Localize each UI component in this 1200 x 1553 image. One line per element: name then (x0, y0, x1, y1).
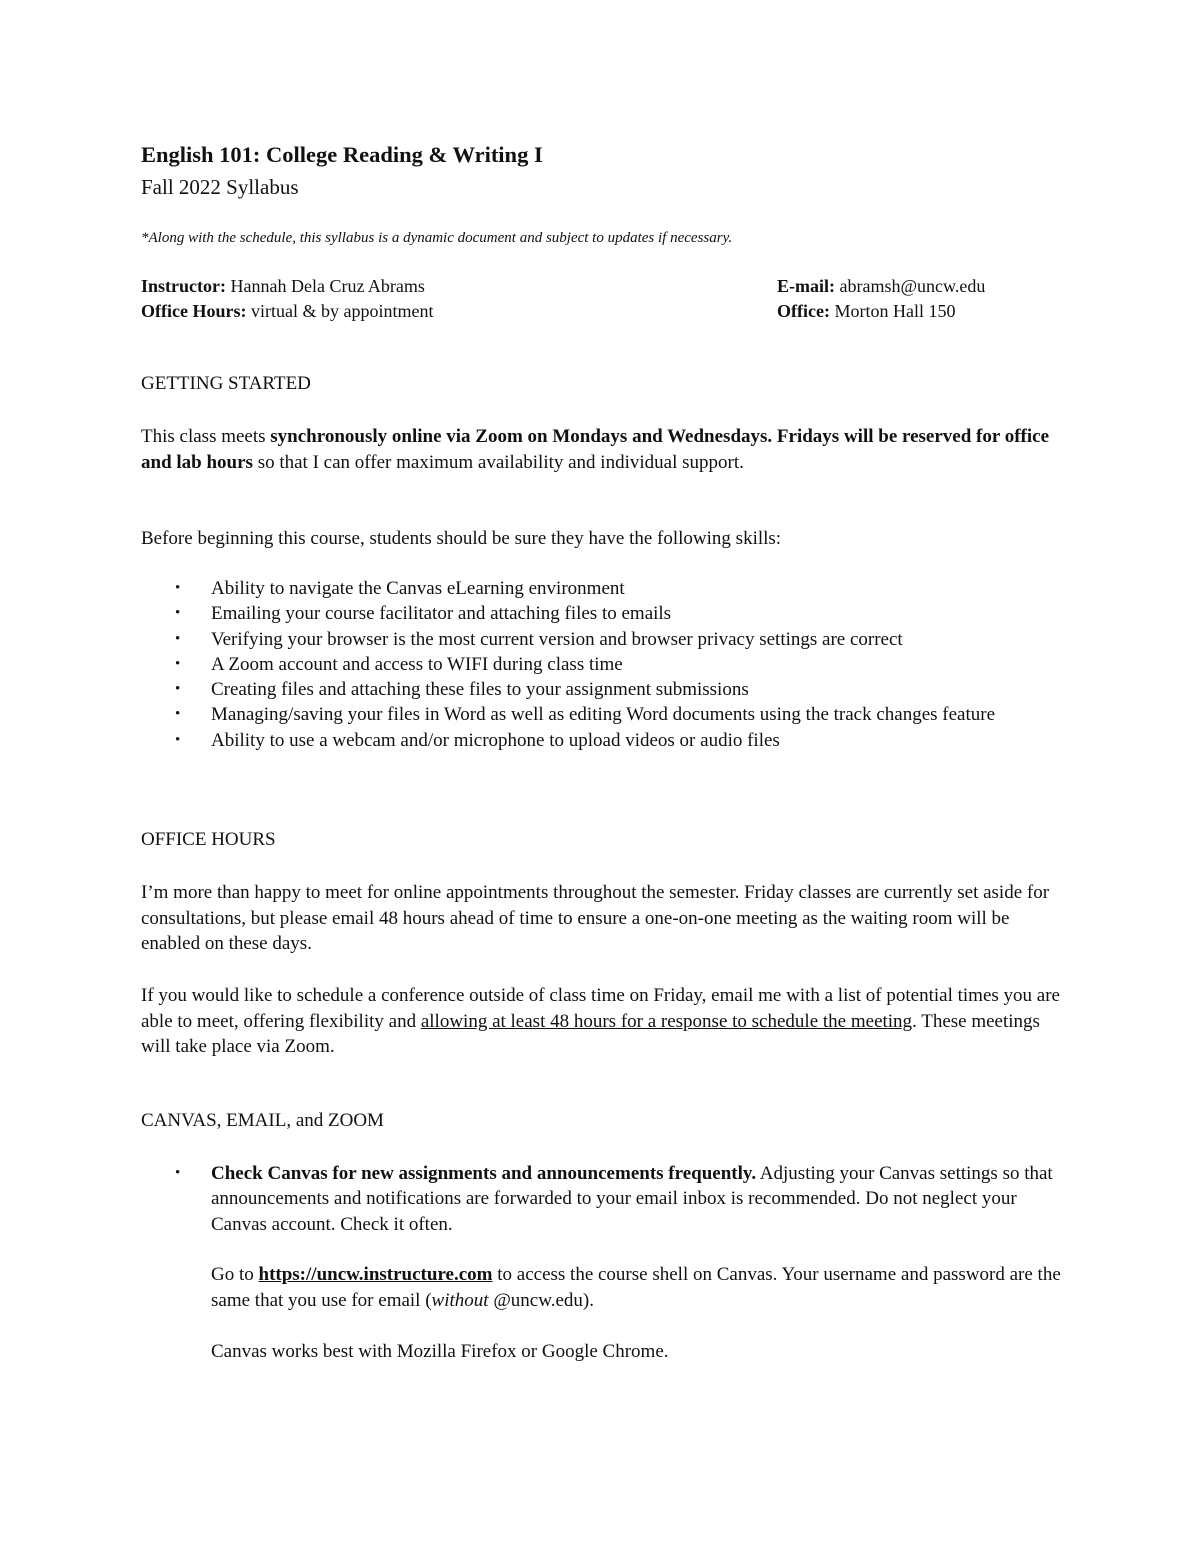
canvas-access-paragraph (211, 1262, 1061, 1313)
skills-intro: Before beginning this course, students should be sure they have the following skills: (141, 528, 782, 549)
bullet-icon: • (175, 655, 181, 672)
heading-office-hours: OFFICE HOURS (141, 829, 276, 850)
canvas-browser-paragraph: Canvas works best with Mozilla Firefox or Google Chrome. (211, 1341, 669, 1362)
bullet-icon: • (175, 1165, 181, 1181)
office-hours-value: virtual & by appointment (246, 301, 434, 321)
class-meeting-text: This class meets (141, 426, 271, 447)
instructor-label: Instructor: (141, 276, 226, 296)
heading-canvas-email-zoom: CANVAS, EMAIL, and ZOOM (141, 1110, 384, 1131)
office-line (777, 301, 955, 322)
office-hours-label: Office Hours: (141, 301, 247, 321)
skill-text: Creating files and attaching these files to your assignment submissions (211, 679, 749, 701)
class-meeting-bold: synchronously online via Zoom on Mondays and Wednesdays. Fridays will be reserved for office and lab hours (141, 426, 1050, 473)
conference-underlined: allowing at least 48 hours for a response to schedule the meeting (420, 1010, 913, 1032)
bullet-icon: • (175, 630, 181, 647)
list-item (141, 576, 1061, 601)
list-item (141, 728, 1061, 753)
list-item (141, 627, 1061, 652)
email-value: abramsh@uncw.edu (835, 276, 986, 296)
skill-text: Emailing your course facilitator and attaching files to emails (211, 603, 672, 625)
canvas-access-text-mid: to access the course shell on Canvas. Your username and password are the same that you use for email ( (211, 1264, 1061, 1311)
email-line (777, 276, 985, 297)
list-item (141, 677, 1061, 702)
office-label: Office: (777, 301, 830, 321)
office-value: Morton Hall 150 (829, 301, 956, 321)
office-hours-line (141, 301, 433, 322)
instructor-value: Hannah Dela Cruz Abrams (225, 276, 425, 296)
office-hours-paragraph-2 (141, 983, 1061, 1060)
skill-text: Verifying your browser is the most current version and browser privacy settings are correct (211, 628, 903, 650)
skills-list (141, 576, 1061, 753)
bullet-icon: • (175, 706, 181, 723)
conference-text-end: . These meetings will take place via Zoom. (141, 1010, 1040, 1057)
skill-text: Managing/saving your files in Word as well as editing Word documents using the track changes feature (211, 704, 996, 726)
canvas-check-bold: Check Canvas for new assignments and announcements frequently. (211, 1163, 757, 1184)
bullet-icon: • (175, 580, 181, 596)
office-hours-paragraph-1: I’m more than happy to meet for online appointments throughout the semester. Friday classes are currently set aside for consultations, but please email 48 hours ahead of time to ensure a one-on-one meeting as the waiting room will be enabled on these days. (141, 882, 1050, 954)
page-subtitle: Fall 2022 Syllabus (141, 175, 299, 199)
conference-text: If you would like to schedule a conference outside of class time on Friday, email me with a list of potential times you are able to meet, offering flexibility and (141, 985, 1060, 1032)
canvas-access-italic: without (431, 1289, 489, 1311)
canvas-list (141, 1161, 1061, 1237)
bullet-icon: • (175, 731, 181, 748)
canvas-access-text-end: @uncw.edu). (488, 1289, 594, 1311)
heading-getting-started: GETTING STARTED (141, 373, 311, 394)
class-meeting-paragraph (141, 424, 1061, 475)
instructor-line (141, 276, 425, 297)
canvas-check-text: Adjusting your Canvas settings so that announcements and notifications are forwarded to your email inbox is recommended. Do not neglect your Canvas account. Check it often. (211, 1163, 1053, 1235)
class-meeting-text-end: so that I can offer maximum availability and individual support. (252, 451, 744, 473)
bullet-icon: • (175, 605, 181, 622)
skill-text: A Zoom account and access to WIFI during class time (211, 653, 623, 675)
list-item (141, 1161, 1061, 1237)
email-label: E-mail: (777, 276, 835, 296)
skill-text: Ability to navigate the Canvas eLearning environment (211, 578, 625, 599)
page-title: English 101: College Reading & Writing I (141, 142, 543, 167)
list-item (141, 702, 1061, 727)
list-item (141, 601, 1061, 626)
update-note: *Along with the schedule, this syllabus is a dynamic document and subject to updates if necessary. (141, 230, 733, 246)
bullet-icon: • (175, 681, 181, 698)
skill-text: Ability to use a webcam and/or microphone to upload videos or audio files (211, 729, 780, 751)
canvas-url-link[interactable]: https://uncw.instructure.com (258, 1264, 493, 1285)
list-item (141, 652, 1061, 677)
canvas-access-text: Go to (211, 1264, 259, 1285)
